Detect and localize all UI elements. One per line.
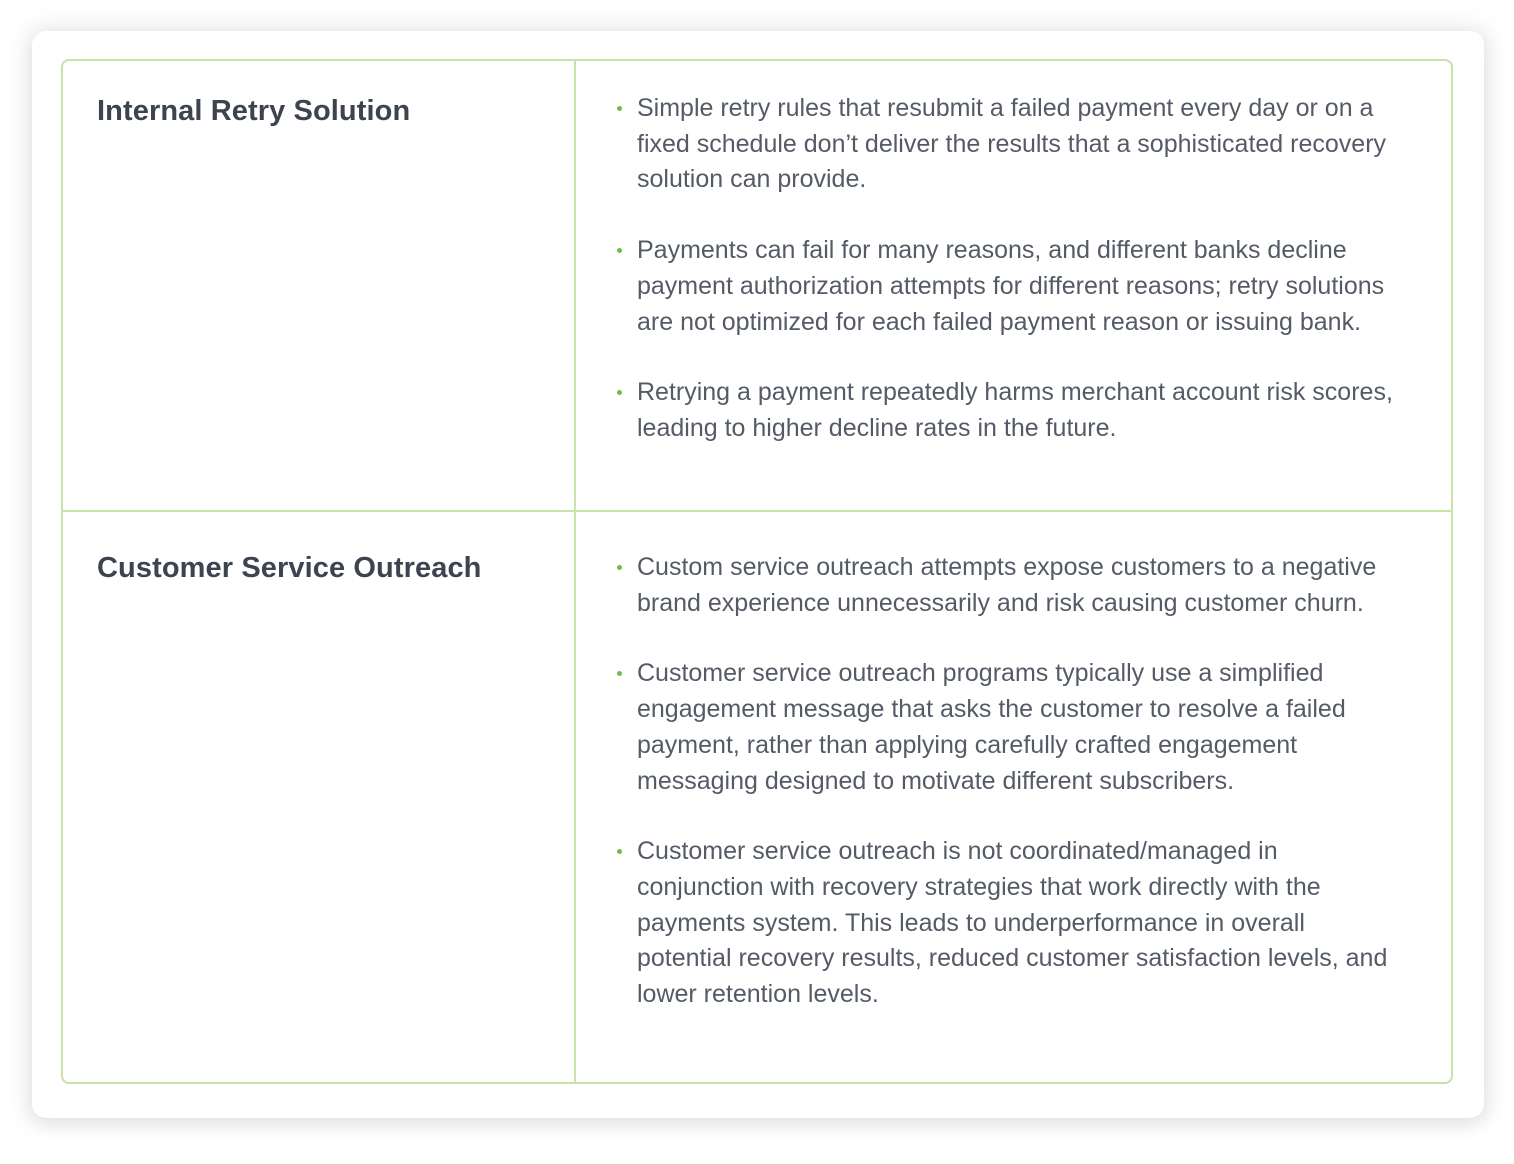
bullet-text: Retrying a payment repeatedly harms merchant account risk scores, leading to higher decline rates in the future. [637, 378, 1393, 442]
list-item [615, 834, 1405, 1013]
list-item [615, 233, 1405, 340]
row-title-internal-retry: Internal Retry Solution [97, 95, 411, 127]
bullet-text: Customer service outreach programs typically use a simplified engagement message that asks the customer to resolve a failed payment, rather than applying carefully crafted engagement messaging designed to motivate different subscribers. [637, 659, 1346, 795]
list-item [615, 91, 1405, 198]
bullet-text: Simple retry rules that resubmit a failed payment every day or on a fixed schedule don’t deliver the results that a sophisticated recovery solution can provide. [637, 94, 1387, 194]
comparison-table [61, 59, 1453, 1084]
list-item [615, 375, 1405, 446]
bullet-dot-icon [617, 390, 622, 395]
bullet-dot-icon [617, 106, 622, 111]
bullet-text: Custom service outreach attempts expose customers to a negative brand experience unnecessarily and risk causing customer churn. [637, 553, 1377, 617]
bullet-text: Payments can fail for many reasons, and different banks decline payment authorization attempts for different reasons; retry solutions are not optimized for each failed payment reason or issuing bank. [637, 236, 1385, 336]
bullet-dot-icon [617, 248, 622, 253]
bullet-text: Customer service outreach is not coordinated/managed in conjunction with recovery strategies that work directly with the payments system. This leads to underperformance in overall potential recovery results, reduced customer satisfaction levels, and lower retention levels. [637, 837, 1388, 1009]
row-divider [63, 510, 1451, 512]
bullet-list-customer-service [615, 550, 1405, 1013]
bullet-dot-icon [617, 565, 622, 570]
bullet-dot-icon [617, 849, 622, 854]
list-item [615, 656, 1405, 799]
row-title-customer-service: Customer Service Outreach [97, 552, 482, 584]
bullet-dot-icon [617, 671, 622, 676]
list-item [615, 550, 1405, 621]
column-divider [574, 61, 576, 1082]
bullet-list-internal-retry [615, 91, 1405, 447]
